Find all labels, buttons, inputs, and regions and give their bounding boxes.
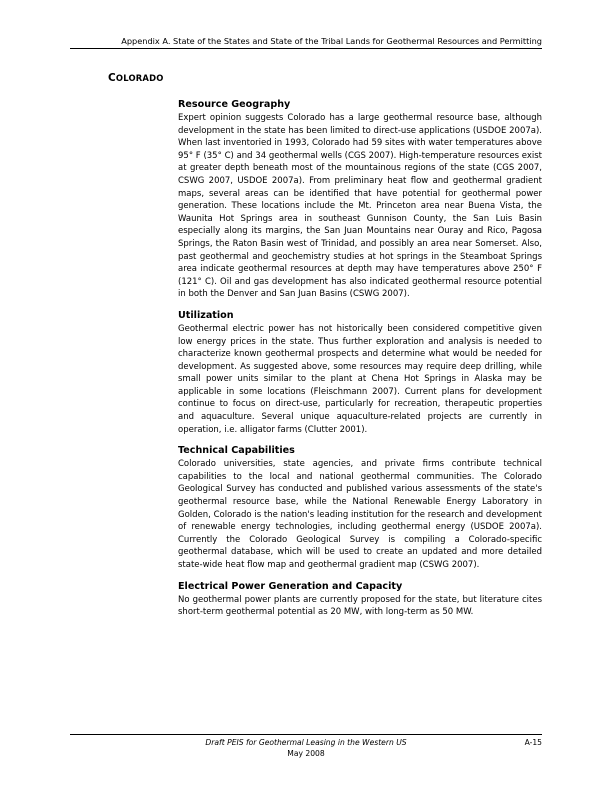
running-header: Appendix A. State of the States and State of the Tribal Lands for Geothermal Resources and Permitting [121,36,542,46]
footer-rule [70,734,542,735]
section-technical-capabilities [178,444,542,571]
section-heading: Resource Geography [178,99,291,110]
section-heading: Electrical Power Generation and Capacity [178,580,403,592]
footer-page-number: A-15 [524,738,542,747]
footer-document-title: Draft PEIS for Geothermal Leasing in the Western US [205,738,407,747]
section-heading: Technical Capabilities [178,445,295,457]
state-title-rest: OLORADO [115,73,164,83]
section-utilization [178,309,542,436]
footer-date: May 2008 [287,749,325,758]
state-title [108,72,164,84]
section-body: Expert opinion suggests Colorado has a large geothermal resource base, although development in the state has been limited to direct-use applications (USDOE 2007a). When last inventoried in 1993, Colorado had 59 sites with water temperatures above 95° F (35° C) and 34 geothermal wells (CGS 2007). High-temperature resources exist at greater depth beneath most of the mountainous regions of the state (CGS 2007, CSWG 2007, USDOE 2007a). From preliminary heat flow and geothermal gradient maps, several areas can be identified that have potential for geothermal power generation. These locations include the Mt. Princeton area near Buena Vista, the Waunita Hot Springs area in southeast Gunnison County, the San Luis Basin especially along its margins, the San Juan Mountains near Ouray and Rico, Pagosa Springs, the Raton Basin west of Trinidad, and possibly an area near Somerset. Also, past geothermal and geochemistry studies at hot springs in the Steamboat Springs area indicate geothermal resources at depth may have temperatures above 250° F (121° C). Oil and gas development has also indicated geothermal resource potential in both the Denver and San Juan Basins (CSWG 2007). [178,113,542,300]
section-heading: Utilization [178,309,234,321]
section-body: Geothermal electric power has not historically been considered competitive given low energy prices in the state. Thus further exploration and analysis is needed to characterize known geothermal prospects and determine what would be needed for development. As suggested above, some resources may require deep drilling, while small power units similar to the plant at Chena Hot Springs in Alaska may be applicable in some locations (Fleischmann 2007). Current plans for development continue to focus on direct-use, particularly for recreation, therapeutic properties and aquaculture. Several unique aquaculture-related projects are currently in operation, i.e. alligator farms (Clutter 2001). [178,323,542,435]
content-body [178,98,542,627]
section-body: Colorado universities, state agencies, and private firms contribute technical capabilities to the local and national geothermal communities. The Colorado Geological Survey has conducted and published various assessments of the state's geothermal resource base, while the National Renewable Energy Laboratory in Golden, Colorado is the nation's leading institution for the research and development of renewable energy technologies, including geothermal energy (USDOE 2007a). Currently the Colorado Geological Survey is compiling a Colorado-specific geothermal database, which will be used to create an updated and more detailed state-wide heat flow map and geothermal gradient map (CSWG 2007). [178,459,542,570]
header-rule [70,48,542,49]
section-body: No geothermal power plants are currently proposed for the state, but literature cites short-term geothermal potential as 20 MW, with long-term as 50 MW. [178,594,542,618]
section-electrical-power [178,580,542,619]
state-title-initial: C [108,72,116,84]
section-resource-geography [178,98,542,301]
